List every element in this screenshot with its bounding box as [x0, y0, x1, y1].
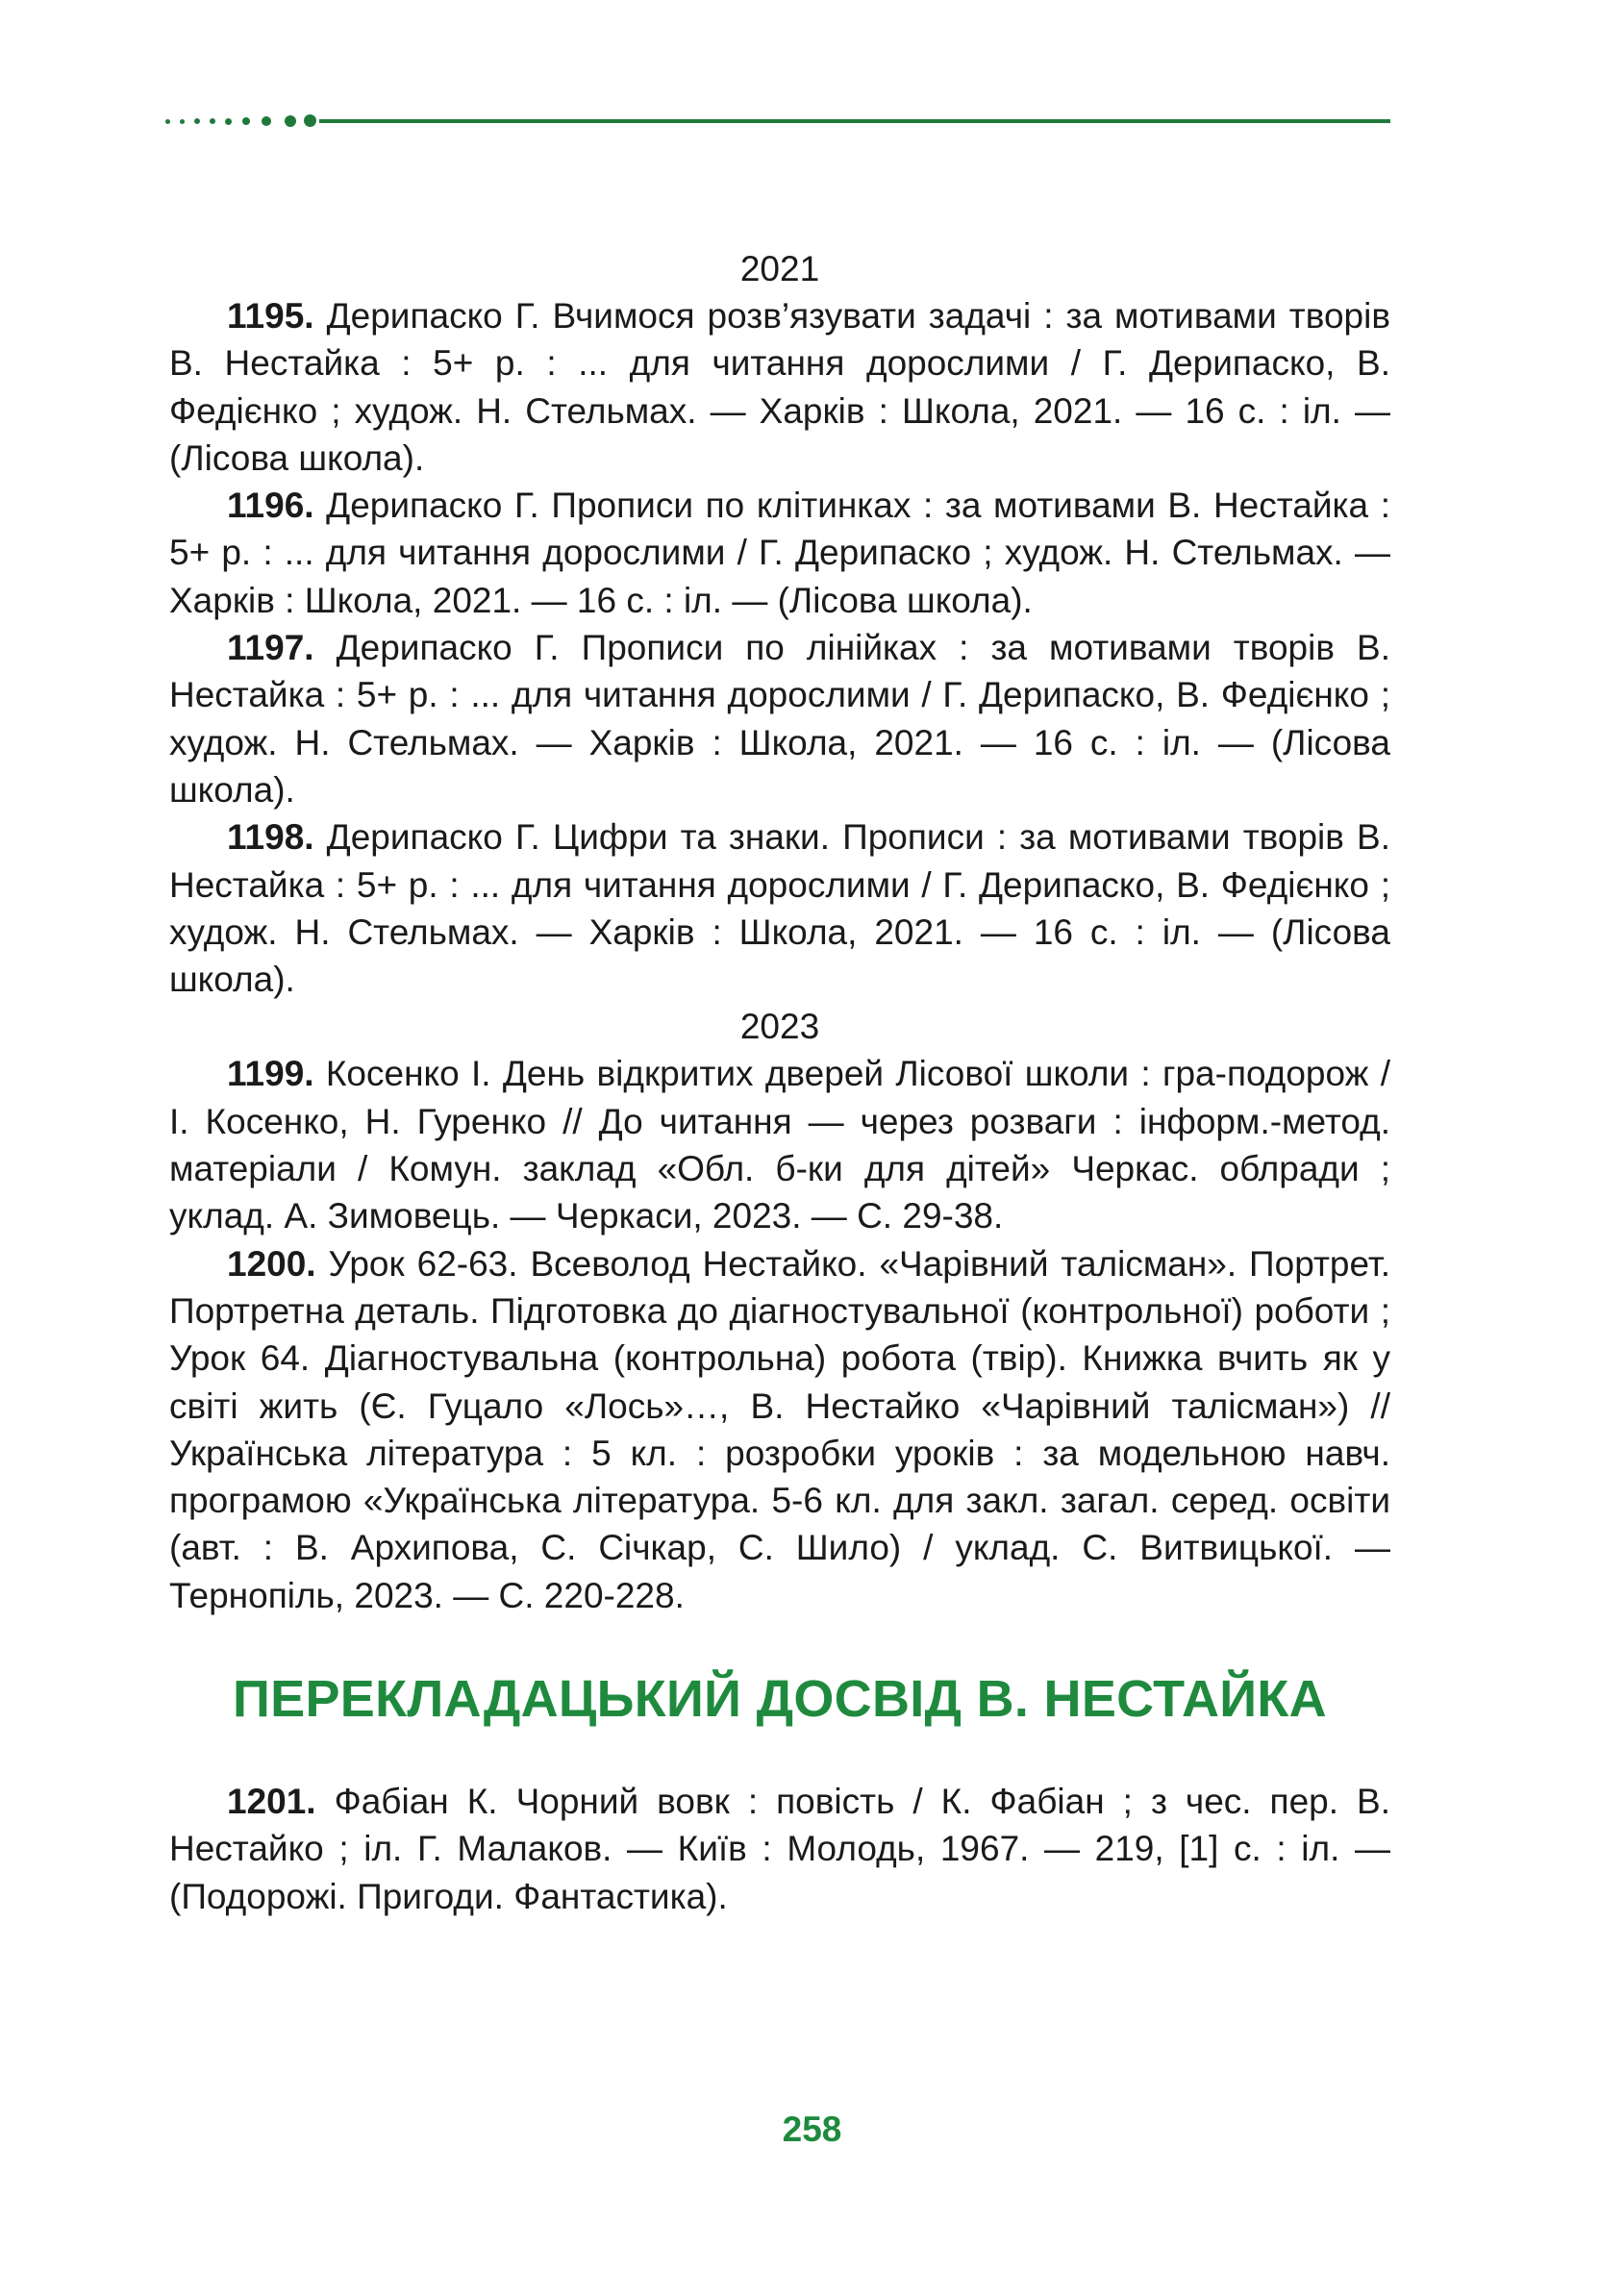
page-number: 258 — [782, 2110, 842, 2149]
bibliography-content — [169, 245, 1390, 1920]
entry-number: 1198. — [227, 817, 314, 858]
bibliography-entry — [169, 1240, 1390, 1619]
entry-number: 1195. — [227, 296, 314, 336]
entry-number: 1196. — [227, 486, 314, 526]
entry-text: Дерипаско Г. Прописи по клітинках : за мотивами В. Нестайка : 5+ р. : ... для читання дорослими / Г. Дерипаско ; худож. Н. Стельмах. — Харків : Школа, 2021. — 16 с. : іл. — (Лісова школа). — [169, 486, 1390, 620]
bibliography-entry — [169, 482, 1390, 624]
entry-text: Дерипаско Г. Цифри та знаки. Прописи : за мотивами творів В. Нестайка : 5+ р. : ... для читання дорослими / Г. Дерипаско, В. Федієнко ; худож. Н. Стельмах. — Харків : Школа, 2021. — 16 с. : іл. — (Лісова школа). — [169, 817, 1390, 1000]
entry-number: 1201. — [227, 1782, 316, 1822]
bibliography-entry — [169, 624, 1390, 813]
entry-number: 1197. — [227, 628, 314, 668]
section-title: ПЕРЕКЛАДАЦЬКИЙ ДОСВІД В. НЕСТАЙКА — [233, 1670, 1327, 1729]
year-heading: 2023 — [739, 1007, 820, 1047]
bibliography-entry — [169, 813, 1390, 1003]
entry-number: 1200. — [227, 1243, 316, 1284]
entry-text: Дерипаско Г. Прописи по лінійках : за мотивами творів В. Нестайка : 5+ р. : ... для читання дорослими / Г. Дерипаско, В. Федієнко ; худож. Н. Стельмах. — Харків : Школа, 2021. — 16 с. : іл. — (Лісова школа). — [169, 628, 1390, 810]
header-decorative-rule — [165, 113, 1390, 129]
entry-text: Дерипаско Г. Вчимося розв’язувати задачі : за мотивами творів В. Нестайка : 5+ р. : ... для читання дорослими / Г. Дерипаско, В. Федієнко ; худож. Н. Стельмах. — Харків : Школа, 2021. — 16 с. : іл. — (Лісова школа). — [169, 296, 1390, 478]
entry-number: 1199. — [227, 1054, 314, 1094]
entry-text: Фабіан К. Чорний вовк : повість / К. Фабіан ; з чес. пер. В. Нестайко ; іл. Г. Малаков. — Київ : Молодь, 1967. — 219, [1] с. : іл. — (Подорожі. Пригоди. Фантастика). — [169, 1782, 1390, 1916]
entry-text: Урок 62-63. Всеволод Нестайко. «Чарівний талісман». Портрет. Портретна деталь. Підготовка до діагностувальної (контрольної) роботи ; Урок 64. Діагностувальна (контрольна) робота (твір). Книжка вчить як у світі жить (Є. Гуцало «Лось»…, В. Нестайко «Чарівний талісман») // Українська література : 5 кл. : розробки уроків : за модельною навч. програмою «Українська література. 5-6 кл. для закл. загал. серед. освіти (авт. : В. Архипова, С. Січкар, С. Шило) / уклад. С. Витвицької. — Тернопіль, 2023. — С. 220-228. — [169, 1243, 1390, 1615]
bibliography-entry — [169, 1050, 1390, 1239]
entry-text: Косенко І. День відкритих дверей Лісової школи : гра-подорож / І. Косенко, Н. Гуренко // До читання — через розваги : інформ.-метод. матеріали / Комун. заклад «Обл. б-ки для дітей» Черкас. облради ; уклад. А. Зимовець. — Черкаси, 2023. — С. 29-38. — [169, 1054, 1390, 1236]
bibliography-entry — [169, 292, 1390, 482]
header-line — [319, 119, 1390, 123]
year-heading: 2021 — [739, 249, 820, 288]
bibliography-entry — [169, 1778, 1390, 1920]
